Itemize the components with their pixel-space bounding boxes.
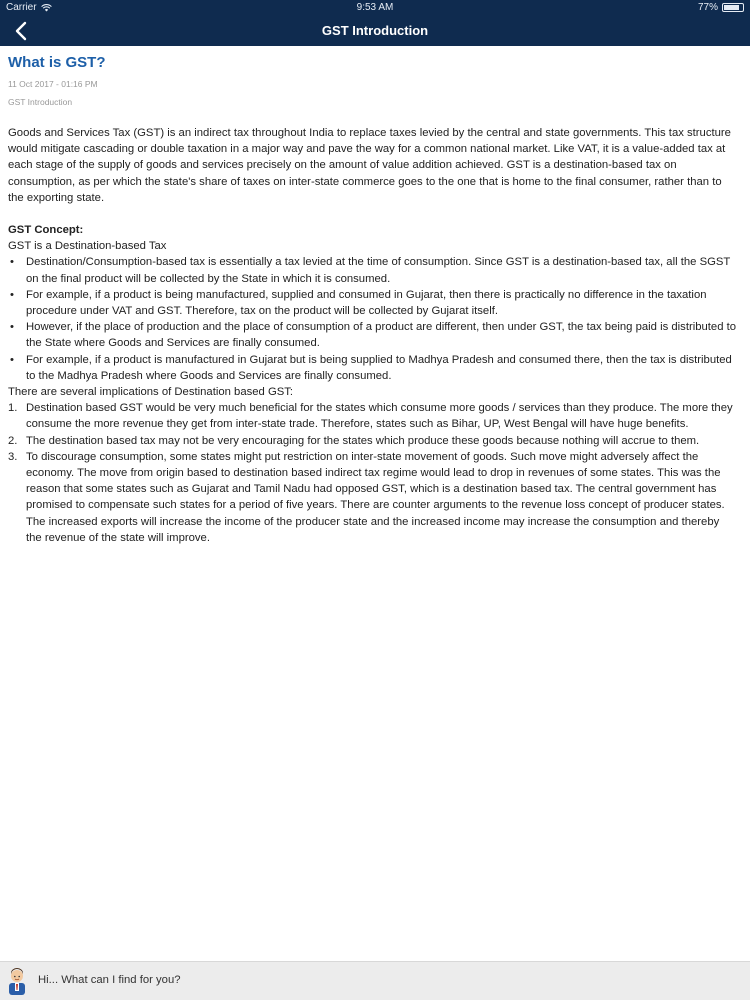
assistant-figure: [6, 966, 28, 996]
page-title: GST Introduction: [321, 23, 429, 38]
list-item: • For example, if a product is manufactured in Gujarat but is being supplied to Madhya Pradesh and consumed there, then the tax is distributed to the Madhya Pradesh where Goods and Services are finally consumed.: [8, 352, 738, 384]
status-battery: [698, 2, 744, 13]
article-title: What is GST?: [8, 54, 106, 71]
app-header: [0, 0, 750, 46]
list-item: [8, 433, 738, 449]
assistant-bar: [0, 961, 750, 1000]
article-content: [8, 54, 738, 546]
implications-intro: There are several implications of Destination based GST:: [8, 386, 294, 399]
concept-bullet-list: [8, 254, 738, 384]
list-number: 3.: [8, 450, 18, 463]
list-item: • Destination/Consumption-based tax is essentially a tax levied at the time of consumption. Since GST is a destination-based tax, all the SGST on the final product will be collected by the State in which it is consumed.: [8, 254, 738, 286]
list-item: [8, 400, 738, 432]
article-category: GST Introduction: [8, 97, 73, 107]
list-text: The destination based tax may not be very encouraging for the states which produce these goods because nothing will accrue to them.: [26, 434, 700, 447]
battery-percent: 77%: [697, 2, 718, 13]
list-item: • However, if the place of production and the place of consumption of a product are different, then under GST, the tax being paid is distributed to the State where Goods and Services are finally consumed.: [8, 319, 738, 351]
nav-bar: [0, 16, 750, 46]
article-date: 11 Oct 2017 - 01:16 PM: [8, 79, 98, 89]
list-item: [8, 449, 738, 546]
concept-subheading: GST is a Destination-based Tax: [8, 240, 167, 253]
list-item: • For example, if a product is being manufactured, supplied and consumed in Gujarat, then there is practically no difference in the taxation procedure under VAT and GST. Therefore, tax on the product will be collected by Gujarat itself.: [8, 287, 738, 319]
assistant-search-input[interactable]: Hi... What can I find for you?: [38, 974, 181, 986]
concept-heading: GST Concept:: [8, 224, 84, 237]
status-time: 9:53 AM: [356, 2, 394, 13]
status-bar: [0, 0, 750, 16]
list-text: To discourage consumption, some states might put restriction on inter-state movement of goods. Such move might adversely affect the economy. The move from origin based to destination based indirect tax regime would lead to drop in revenues of some states. This was the reason that some states such as Gujarat and Tamil Nadu had opposed GST, which is a destination based tax. The central government has promised to compensate such states for a period of five years. There are counter arguments to the revenue loss concept of producer states. The increased exports will increase the income of the producer state and the increased income may increase the consumption and thereby the revenue of the state will improve.: [26, 450, 725, 544]
assistant-avatar-icon[interactable]: [6, 966, 28, 996]
list-number: 2.: [8, 434, 18, 447]
battery-icon: [722, 3, 744, 12]
list-number: 1.: [8, 402, 18, 415]
article-intro: Goods and Services Tax (GST) is an indirect tax throughout India to replace taxes levied by the central and state governments. This tax structure would mitigate cascading or double taxation in a major way and pave the way for a common national market. Like VAT, it is a value-added tax at each stage of the supply of goods and services precisely on the amount of value addition achieved. GST is a destination-based tax on consumption, as per which the state's share of taxes on inter-state commerce goes to the one that is home to the final consumer, rather than to the exporting state.: [8, 127, 731, 204]
list-text: Destination based GST would be very much beneficial for the states which consume more goods / services than they produce. The more they consume the more revenue they get from inter-state trade. Therefore, states such as Bihar, UP, West Bengal will have huge benefits.: [26, 402, 733, 431]
battery-fill: [724, 5, 739, 10]
carrier-label: Carrier: [6, 2, 37, 13]
implications-list: [8, 400, 738, 546]
